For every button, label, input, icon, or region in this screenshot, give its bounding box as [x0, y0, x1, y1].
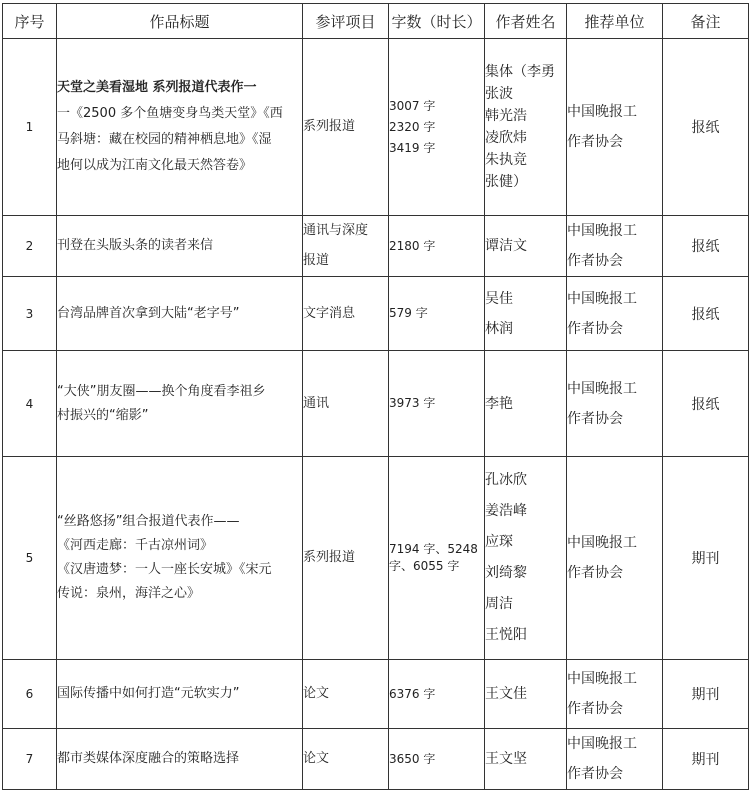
header-word-count: 字数（时长） [389, 4, 485, 39]
author-names [485, 660, 567, 729]
unit-line: 作者协会 [567, 766, 623, 782]
recommending-unit [567, 729, 663, 790]
title-line: 天堂之美看湿地 系列报道代表作一 [57, 80, 257, 95]
author-names [485, 216, 567, 277]
author-line: 王文佳 [485, 686, 527, 702]
unit-line: 中国晚报工 [567, 290, 637, 307]
unit-line: 作者协会 [567, 253, 623, 269]
author-line: 集体（李勇 [485, 64, 555, 80]
author-line: 张波 [485, 86, 513, 102]
word-count [389, 351, 485, 457]
title-line: 刊登在头版头条的读者来信 [57, 238, 214, 253]
category-line: 系列报道 [303, 550, 356, 565]
unit-line: 作者协会 [567, 701, 623, 717]
row-index: 3 [3, 277, 57, 351]
author-names [485, 351, 567, 457]
table-row [3, 351, 749, 457]
unit-line: 中国晚报工 [567, 380, 637, 397]
unit-line: 中国晚报工 [567, 671, 637, 687]
author-line: 周洁 [485, 596, 513, 612]
header-author: 作者姓名 [485, 4, 567, 39]
title-line: 马斜塘：藏在校园的精神栖息地》《湿 [57, 132, 272, 147]
word-count [389, 457, 485, 660]
award-category [303, 457, 389, 660]
title-line: 《河西走廊：千古凉州词》 [57, 538, 214, 553]
author-line: 孔冰欣 [485, 472, 527, 488]
header-category: 参评项目 [303, 4, 389, 39]
work-title [57, 457, 303, 660]
word-count [389, 277, 485, 351]
row-index: 5 [3, 457, 57, 660]
note: 期刊 [663, 660, 749, 729]
word-count [389, 216, 485, 277]
table-row [3, 277, 749, 351]
recommending-unit [567, 216, 663, 277]
note: 期刊 [663, 729, 749, 790]
note: 报纸 [663, 277, 749, 351]
note: 期刊 [663, 457, 749, 660]
work-title [57, 351, 303, 457]
unit-line: 中国晚报工 [567, 223, 637, 239]
recommending-unit [567, 457, 663, 660]
author-line: 凌欣炜 [485, 130, 527, 146]
recommending-unit [567, 351, 663, 457]
author-names [485, 729, 567, 790]
author-names [485, 457, 567, 660]
count-line: 2180 字 [389, 238, 436, 253]
category-line: 系列报道 [303, 119, 356, 134]
row-index: 4 [3, 351, 57, 457]
award-nomination-table [2, 3, 749, 790]
count-line: 7194 字、5248 [389, 542, 478, 556]
author-line: 朱执竞 [485, 152, 527, 168]
header-index: 序号 [3, 4, 57, 39]
table-row [3, 457, 749, 660]
author-line: 王悦阳 [485, 627, 527, 643]
note: 报纸 [663, 39, 749, 216]
row-index: 2 [3, 216, 57, 277]
header-title: 作品标题 [57, 4, 303, 39]
unit-line: 作者协会 [567, 134, 623, 150]
note: 报纸 [663, 351, 749, 457]
category-line: 通讯与深度 [303, 223, 369, 238]
word-count [389, 660, 485, 729]
category-line: 论文 [303, 751, 330, 766]
header-unit: 推荐单位 [567, 4, 663, 39]
author-line: 林润 [485, 320, 513, 337]
count-line: 2320 字 [389, 119, 436, 134]
title-line: 台湾品牌首次拿到大陆“老字号” [57, 305, 240, 321]
count-line: 字、6055 字 [389, 559, 460, 573]
count-line: 579 字 [389, 306, 428, 320]
recommending-unit [567, 39, 663, 216]
author-line: 李艳 [485, 395, 513, 412]
row-index: 7 [3, 729, 57, 790]
author-names [485, 277, 567, 351]
author-line: 应琛 [485, 534, 513, 550]
title-line: 一《2500 多个鱼塘变身鸟类天堂》《西 [57, 106, 283, 121]
row-index: 6 [3, 660, 57, 729]
table-row [3, 660, 749, 729]
count-line: 3973 字 [389, 396, 436, 410]
count-line: 3650 字 [389, 751, 436, 766]
award-category [303, 351, 389, 457]
category-line: 报道 [303, 253, 330, 268]
recommending-unit [567, 277, 663, 351]
author-line: 王文坚 [485, 751, 527, 767]
recommending-unit [567, 660, 663, 729]
award-category [303, 216, 389, 277]
title-line: “丝路悠扬”组合报道代表作—— [57, 514, 240, 529]
word-count [389, 729, 485, 790]
title-line: 传说：泉州，海洋之心》 [57, 586, 201, 601]
award-category [303, 39, 389, 216]
count-line: 6376 字 [389, 686, 436, 701]
unit-line: 作者协会 [567, 565, 623, 581]
author-line: 谭洁文 [485, 238, 527, 254]
category-line: 论文 [303, 686, 330, 701]
award-category [303, 729, 389, 790]
title-line: 村振兴的“缩影” [57, 407, 149, 423]
header-row [3, 4, 749, 39]
work-title [57, 216, 303, 277]
header-note: 备注 [663, 4, 749, 39]
title-line: 国际传播中如何打造“元软实力” [57, 686, 240, 701]
category-line: 文字消息 [303, 305, 356, 321]
table-row [3, 216, 749, 277]
row-index: 1 [3, 39, 57, 216]
table-row [3, 39, 749, 216]
unit-line: 中国晚报工 [567, 104, 637, 120]
title-line: 地何以成为江南文化最天然答卷》 [57, 158, 253, 173]
work-title [57, 660, 303, 729]
author-names [485, 39, 567, 216]
author-line: 姜浩峰 [485, 503, 527, 519]
unit-line: 中国晚报工 [567, 535, 637, 551]
author-line: 吴佳 [485, 290, 513, 307]
note: 报纸 [663, 216, 749, 277]
count-line: 3007 字 [389, 98, 436, 113]
author-line: 韩光浩 [485, 108, 527, 124]
word-count [389, 39, 485, 216]
unit-line: 中国晚报工 [567, 736, 637, 752]
work-title [57, 39, 303, 216]
work-title [57, 729, 303, 790]
work-title [57, 277, 303, 351]
author-line: 刘绮黎 [485, 565, 527, 581]
table-row [3, 729, 749, 790]
title-line: 都市类媒体深度融合的策略选择 [57, 751, 240, 766]
unit-line: 作者协会 [567, 410, 623, 427]
title-line: “大侠”朋友圈——换个角度看李祖乡 [57, 383, 266, 399]
award-category [303, 277, 389, 351]
title-line: 《汉唐遗梦：一人一座长安城》《宋元 [57, 562, 272, 577]
count-line: 3419 字 [389, 140, 436, 155]
category-line: 通讯 [303, 395, 330, 411]
award-category [303, 660, 389, 729]
unit-line: 作者协会 [567, 320, 623, 337]
author-line: 张健） [485, 174, 527, 190]
